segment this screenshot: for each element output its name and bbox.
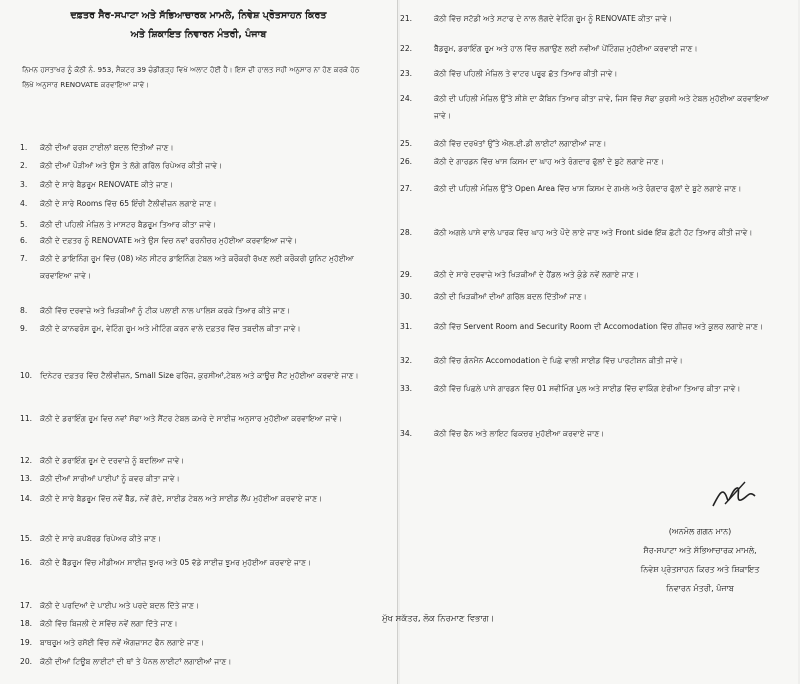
- item-text: ਕੋਠੀ ਦੀ ਪਹਿਲੀ ਮੰਜ਼ਿਲ ਉੱਤੇ Open Area ਵਿੱਚ ਖਾਸ ਕਿਸਮ ਦੇ ਗਮਲੇ ਅਤੇ ਰੰਗਦਾਰ ਫੁੱਲਾਂ ਦੇ ਬੂਟੇ ਲਗਾਏ ਜਾਣ।: [434, 184, 742, 193]
- left-page: [0, 0, 398, 684]
- item-number: 34.: [400, 429, 413, 438]
- item-number: 23.: [400, 69, 413, 78]
- item-text: ਕੋਠੀ ਦੇ ਗਾਰਡਨ ਵਿੱਚ ਖਾਸ ਕਿਸਮ ਦਾ ਘਾਹ ਅਤੇ ਰੰਗਦਾਰ ਫੁੱਲਾਂ ਦੇ ਬੂਟੇ ਲਗਾਏ ਜਾਣ।: [434, 157, 664, 166]
- item-number: 27.: [400, 184, 413, 193]
- item-text: ਕੋਠੀ ਦੇ ਸਾਰੇ Rooms ਵਿੱਚ 65 ਇੰਚੀ ਟੈਲੀਵੀਜ਼ਨ ਲਗਾਏ ਜਾਣ।: [40, 199, 217, 208]
- item-number: 30.: [400, 292, 413, 301]
- item-text: ਕੋਠੀ ਦੇ ਡਰਾਇੰਗ ਰੂਮ ਦੇ ਦਰਵਾਜ਼ੇ ਨੂੰ ਬਦਲਿਆ ਜਾਵੇ।: [40, 456, 185, 465]
- item-number: 18.: [20, 619, 33, 628]
- item-text: ਕੋਠੀ ਦੇ ਸਾਰੇ ਕਪਬੋਰਡ ਰਿਪੇਅਰ ਕੀਤੇ ਜਾਣ।: [40, 534, 162, 543]
- item-text: ਕੋਠੀ ਅਗਲੇ ਪਾਸੇ ਵਾਲੇ ਪਾਰਕ ਵਿੱਚ ਘਾਹ ਅਤੇ ਪੌਦੇ ਲਾਏ ਜਾਣ ਅਤੇ Front side ਇੱਕ ਛੋਟੀ ਹੱਟ ਤਿਆਰ ਕੀਤੀ ਜਾਵੇ।: [434, 228, 753, 237]
- letterhead-line-2: ਅਤੇ ਸ਼ਿਕਾਇਤ ਨਿਵਾਰਨ ਮੰਤਰੀ, ਪੰਜਾਬ: [130, 29, 267, 40]
- recipient-line: ਮੁੱਖ ਸਕੱਤਰ, ਲੋਕ ਨਿਰਮਾਣ ਵਿਭਾਗ।: [382, 614, 495, 624]
- item-text: ਕੋਠੀ ਵਿੱਚ Servent Room and Security Room ਦੀ Accomodation ਵਿੱਚ ਗੀਜ਼ਰ ਅਤੇ ਕੂਲਰ ਲਗਾਏ ਜਾਣ।: [434, 322, 764, 331]
- item-text: ਕੋਠੀ ਵਿੱਚ ਸਟੱਡੀ ਅਤੇ ਸਟਾਫ ਦੇ ਨਾਲ ਲੱਗਦੇ ਵੇਟਿੰਗ ਰੂਮ ਨੂੰ RENOVATE ਕੀਤਾ ਜਾਵੇ।: [434, 14, 673, 23]
- item-text: ਕੋਠੀ ਦੀ ਪਹਿਲੀ ਮੰਜ਼ਿਲ ਉੱਤੇ ਸ਼ੀਸ਼ੇ ਦਾ ਕੈਬਿਨ ਤਿਆਰ ਕੀਤਾ ਜਾਵੇ, ਜਿਸ ਵਿੱਚ ਸੋਫਾ ਕੁਰਸੀ ਅਤੇ ਟੇਬਲ ਮੁਹੱਈਆ ਕਰਵਾਇਆ ਜਾਵੇ।: [434, 94, 769, 120]
- intro-paragraph: ਨਿਮਨ ਹਸਤਾਖਰ ਨੂੰ ਕੋਠੀ ਨੰ. 953, ਸੈਕਟਰ 39 ਚੰਡੀਗੜ੍ਹ ਵਿਖੇ ਅਲਾਟ ਹੋਈ ਹੈ। ਇਸ ਦੀ ਹਾਲਤ ਸਹੀ ਅਨੁਸਾਰ ਨਾ ਹੋਣ ਕਰਕੇ ਹੇਠ ਲਿਖੇ ਅਨੁਸਾਰ RENOVATE ਕਰਵਾਇਆ ਜਾਵੇ।: [22, 65, 360, 89]
- item-text: ਕੋਠੀ ਵਿੱਚ ਬਿਜਲੀ ਦੇ ਸਵਿੱਚ ਨਵੇਂ ਲਗਾ ਦਿੱਤੇ ਜਾਣ।: [40, 619, 178, 628]
- item-number: 29.: [400, 270, 413, 279]
- item-text: ਕੋਠੀ ਦੀ ਖਿੜਕੀਆਂ ਦੀਆਂ ਗਰਿੱਲ ਬਦਲ ਦਿੱਤੀਆਂ ਜਾਣ।: [434, 292, 587, 301]
- item-text: ਕੋਠੀ ਦੇ ਪਰਦਿਆਂ ਦੇ ਪਾਈਪ ਅਤੇ ਪਰਦੇ ਬਦਲ ਦਿੱਤੇ ਜਾਣ।: [40, 601, 200, 610]
- item-number: 3.: [20, 180, 28, 189]
- item-number: 12.: [20, 456, 33, 465]
- item-text: ਕੋਠੀ ਵਿੱਚ ਗੰਨਮੈਨ Accomodation ਦੇ ਪਿਛੇ ਵਾਲੀ ਸਾਈਡ ਵਿੱਚ ਪਾਰਟੀਸ਼ਨ ਕੀਤੀ ਜਾਵੇ।: [434, 356, 683, 365]
- letterhead: [0, 6, 397, 44]
- item-number: 4.: [20, 199, 28, 208]
- right-page: [382, 0, 798, 684]
- signatory-title-line-2: ਨਿਵੇਸ਼ ਪ੍ਰੋਤਸਾਹਨ ਕਿਰਤ ਅਤੇ ਸ਼ਿਕਾਇਤ: [640, 565, 760, 574]
- item-number: 2.: [20, 161, 28, 170]
- item-number: 33.: [400, 384, 413, 393]
- item-number: 11.: [20, 414, 33, 423]
- item-number: 20.: [20, 657, 33, 666]
- item-number: 15.: [20, 534, 33, 543]
- item-number: 26.: [400, 157, 413, 166]
- item-text: ਕੋਠੀ ਦੀਆਂ ਟਿਊਬ ਲਾਈਟਾਂ ਦੀ ਥਾਂ ਤੇ ਪੈਨਲ ਲਾਈਟਾਂ ਲਗਾਈਆਂ ਜਾਣ।: [40, 657, 232, 666]
- item-number: 22.: [400, 44, 413, 53]
- signatory-title-line-1: ਸੈਰ-ਸਪਾਟਾ ਅਤੇ ਸੱਭਿਆਚਾਰਕ ਮਾਮਲੇ,: [643, 546, 757, 555]
- item-number: 24.: [400, 94, 413, 103]
- item-text: ਕੋਠੀ ਵਿੱਚ ਪਿਛਲੇ ਪਾਸੇ ਗਾਰਡਨ ਵਿੱਚ 01 ਸਵੀਮਿੰਗ ਪੂਲ ਅਤੇ ਸਾਈਡ ਵਿੱਚ ਵਾਕਿੰਗ ਏਰੀਆ ਤਿਆਰ ਕੀਤਾ ਜਾਵੇ।: [434, 384, 741, 393]
- item-text: ਕੋਠੀ ਦੇ ਡਰਾਇੰਗ ਰੂਮ ਵਿਚ ਨਵਾਂ ਸੋਫਾ ਅਤੇ ਸੈਂਟਰ ਟੇਬਲ ਕਮਰੇ ਦੇ ਸਾਈਜ਼ ਅਨੁਸਾਰ ਮੁਹੱਈਆ ਕਰਵਾਇਆ ਜਾਵੇ।: [40, 414, 343, 423]
- item-number: 28.: [400, 228, 413, 237]
- item-number: 32.: [400, 356, 413, 365]
- item-text: ਕੋਠੀ ਦੀਆਂ ਪੌੜੀਆਂ ਅਤੇ ਉਸ ਤੇ ਲੱਗੇ ਗਰਿੱਲ ਰਿਪੇਅਰ ਕੀਤੀ ਜਾਵੇ।: [40, 161, 223, 170]
- item-text: ਕੋਠੀ ਦੀ ਪਹਿਲੀ ਮੰਜ਼ਿਲ ਤੇ ਮਾਸਟਰ ਬੈਡਰੂਮ ਤਿਆਰ ਕੀਤਾ ਜਾਵੇ।: [40, 220, 217, 229]
- letterhead-line-1: ਦਫ਼ਤਰ ਸੈਰ-ਸਪਾਟਾ ਅਤੇ ਸੱਭਿਆਚਾਰਕ ਮਾਮਲੇ, ਨਿਵੇਸ਼ ਪ੍ਰੋਤਸਾਹਨ ਕਿਰਤ: [70, 10, 327, 21]
- item-number: 1.: [20, 143, 28, 152]
- item-number: 5.: [20, 220, 28, 229]
- item-number: 14.: [20, 494, 33, 503]
- handwritten-signature: [705, 476, 765, 516]
- item-text: ਦਿਨੇਟਰ ਦਫ਼ਤਰ ਵਿੱਚ ਟੈਲੀਵੀਜ਼ਨ, Small Size ਫਰਿੱਜ, ਕੁਰਸੀਆਂ,ਟੇਬਲ ਅਤੇ ਕਾਊਚ ਸੈੱਟ ਮੁਹੱਈਆ ਕਰਵਾਏ ਜਾਣ।: [40, 371, 359, 380]
- item-number: 25.: [400, 139, 413, 148]
- item-number: 31.: [400, 322, 413, 331]
- item-text: ਕੋਠੀ ਵਿੱਚ ਦਰਖੱਤਾਂ ਉੱਤੇ ਐਲ.ਈ.ਡੀ ਲਾਈਟਾਂ ਲਗਾਈਆਂ ਜਾਣ।: [434, 139, 607, 148]
- item-number: 10.: [20, 371, 33, 380]
- item-number: 7.: [20, 254, 28, 263]
- item-text: ਬਾਥਰੂਮ ਅਤੇ ਰਸੋਈ ਵਿੱਚ ਨਵੇਂ ਐਗਜ਼ਾਸਟ ਫੈਨ ਲਗਾਏ ਜਾਣ।: [40, 638, 205, 647]
- item-number: 6.: [20, 236, 28, 245]
- item-text: ਕੋਠੀ ਦੇ ਸਾਰੇ ਬੈਡਰੂਮ ਵਿੱਚ ਨਵੇਂ ਬੈੱਡ, ਨਵੇਂ ਗੱਦੇ, ਸਾਈਡ ਟੇਬਲ ਅਤੇ ਸਾਈਡ ਲੈਂਪ ਮੁਹੱਈਆ ਕਰਵਾਏ ਜਾਣ।: [40, 494, 323, 503]
- item-number: 16.: [20, 558, 33, 567]
- item-text: ਕੋਠੀ ਦੇ ਦਫ਼ਤਰ ਨੂੰ RENOVATE ਅਤੇ ਉਸ ਵਿਚ ਨਵਾਂ ਫਰਨੀਚਰ ਮੁਹੱਈਆ ਕਰਵਾਇਆ ਜਾਵੇ।: [40, 236, 298, 245]
- signatory-name: (ਅਨਮੋਲ ਗਗਨ ਮਾਨ): [668, 527, 732, 536]
- item-text: ਕੋਠੀ ਦੀਆਂ ਫਰਸ਼ ਟਾਈਲਾਂ ਬਦਲ ਦਿੱਤੀਆਂ ਜਾਣ।: [40, 143, 174, 152]
- item-text: ਕੋਠੀ ਦੇ ਸਾਰੇ ਦਰਵਾਜ਼ੇ ਅਤੇ ਖਿੜਕੀਆਂ ਦੇ ਹੈਂਡਲ ਅਤੇ ਕੁੰਡੇ ਨਵੇਂ ਲਗਾਏ ਜਾਣ।: [434, 270, 639, 279]
- item-text: ਕੋਠੀ ਦੇ ਬੈੱਡਰੂਮ ਵਿੱਚ ਮੀਡੀਅਮ ਸਾਈਜ਼ ਝੂਮਰ ਅਤੇ 05 ਵੱਡੇ ਸਾਈਜ਼ ਝੂਮਰ ਮੁਹੱਈਆ ਕਰਵਾਏ ਜਾਣ।: [40, 558, 312, 567]
- item-text: ਕੋਠੀ ਵਿੱਚ ਫੈਨ ਅਤੇ ਲਾਇਟ ਫਿਕਚਰ ਮੁਹੱਈਆ ਕਰਵਾਏ ਜਾਣ।: [434, 429, 605, 438]
- item-number: 19.: [20, 638, 33, 647]
- item-text: ਬੈੱਡਰੂਮ, ਡਰਾਇੰਗ ਰੂਮ ਅਤੇ ਹਾਲ ਵਿੱਚ ਲਗਾਉਣ ਲਈ ਨਵੀਆਂ ਪੇਂਟਿੰਗਜ਼ ਮੁਹੱਈਆ ਕਰਵਾਈ ਜਾਣ।: [434, 44, 698, 53]
- item-number: 13.: [20, 474, 33, 483]
- item-text: ਕੋਠੀ ਦੇ ਡਾਇਨਿੰਗ ਰੂਮ ਵਿੱਚ (08) ਅੱਠ ਸੀਟਰ ਡਾਇਨਿੰਗ ਟੇਬਲ ਅਤੇ ਕਰੌਕਰੀ ਰੱਖਣ ਲਈ ਕਰੌਕਰੀ ਯੂਨਿਟ ਮੁਹੱਈਆ ਕਰਵਾਇਆ ਜਾਵੇ।: [40, 254, 355, 280]
- signature-block: [610, 522, 790, 598]
- item-text: ਕੋਠੀ ਦੇ ਕਾਨਫਰੰਸ ਰੂਮ, ਵੇਟਿੰਗ ਰੂਮ ਅਤੇ ਮੀਟਿੰਗ ਕਰਨ ਵਾਲੇ ਦਫ਼ਤਰ ਵਿੱਚ ਤਬਦੀਲ ਕੀਤਾ ਜਾਵੇ।: [40, 324, 301, 333]
- signatory-title-line-3: ਨਿਵਾਰਨ ਮੰਤਰੀ, ਪੰਜਾਬ: [666, 584, 734, 593]
- item-text: ਕੋਠੀ ਦੇ ਸਾਰੇ ਬੈਡਰੂਮ RENOVATE ਕੀਤੇ ਜਾਣ।: [40, 180, 174, 189]
- item-text: ਕੋਠੀ ਵਿੱਚ ਪਹਿਲੀ ਮੰਜ਼ਿਲ ਤੇ ਵਾਟਰ ਪਰੂਫ ਛੱਤ ਤਿਆਰ ਕੀਤੀ ਜਾਵੇ।: [434, 69, 618, 78]
- item-number: 9.: [20, 324, 28, 333]
- item-number: 21.: [400, 14, 413, 23]
- item-text: ਕੋਠੀ ਦੀਆਂ ਸਾਰੀਆਂ ਪਾਈਪਾਂ ਨੂੰ ਕਵਰ ਕੀਤਾ ਜਾਵੇ।: [40, 474, 180, 483]
- item-text: ਕੋਠੀ ਵਿੱਚ ਦਰਵਾਜ਼ੇ ਅਤੇ ਖਿੜਕੀਆਂ ਨੂੰ ਟੀਕ ਪਲਾਈ ਨਾਲ ਪਾਲਿਸ਼ ਕਰਕੇ ਤਿਆਰ ਕੀਤੇ ਜਾਣ।: [40, 306, 291, 315]
- item-number: 17.: [20, 601, 33, 610]
- item-number: 8.: [20, 306, 28, 315]
